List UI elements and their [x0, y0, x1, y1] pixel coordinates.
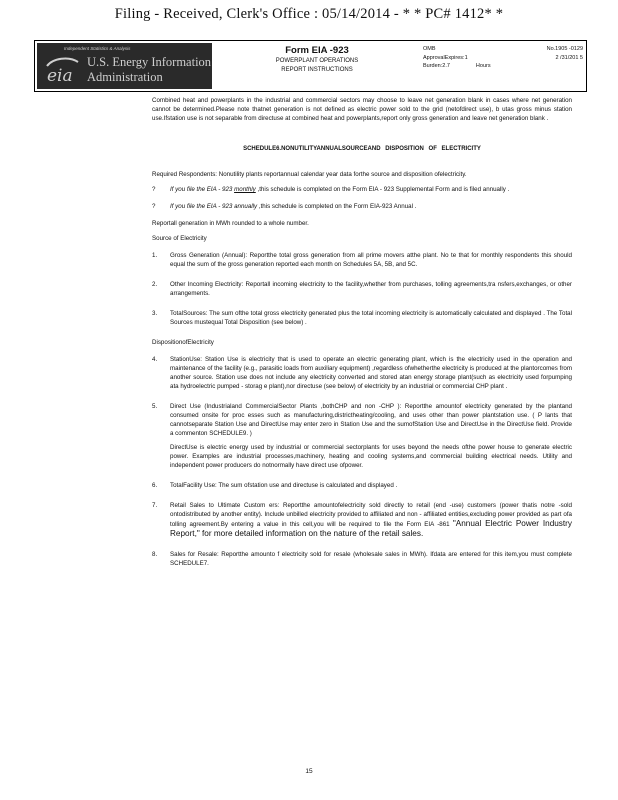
bullet-text-post: ,this schedule is completed on the Form EIA-923 Annual .	[257, 203, 417, 210]
required-respondents: Required Respondents: Nonutility plants reportannual calendar year data forthe source and disposition ofelectricity.	[152, 171, 467, 178]
approval-label: ApprovalExpires:1	[423, 54, 468, 61]
omb-label: OMB	[423, 46, 436, 52]
burden-unit: Hours	[475, 63, 491, 69]
item-sales-for-resale	[152, 550, 572, 573]
logo-tagline: Independent Statistics & Analysis	[64, 46, 131, 51]
form-header	[34, 40, 587, 92]
logo-line-2: Administration	[87, 70, 163, 84]
item-direct-use	[152, 402, 572, 475]
page-number: 15	[305, 768, 313, 775]
item-number: 3.	[152, 310, 158, 317]
schedule-title: SCHEDULE6.NONUTILITYANNUALSOURCEAND DISPOSITION OF ELECTRICITY	[243, 146, 481, 152]
omb-number: No.1905 -0129	[546, 46, 583, 52]
item-text: Retail Sales to Ultimate Custom ers: Reportthe amountofelectricity sold directly to retail (end -use) customers (power thatis notre -sold ontodistributed by another entity). Include unbilled electricity provided to affiliated and non - affiliated entities,excluding power provided as part ofa tolling agreement.By entering a value in this cell,you will be required to file the Form EIA -861 "Annual Electric Power Industry Report," for more detailed information on the nature of the retail sales.	[170, 502, 572, 538]
source-heading: Source of Electricity	[152, 235, 207, 242]
bullet-marker: ?	[152, 203, 156, 210]
form-subtitle-1: POWERPLANT OPERATIONS	[275, 58, 359, 64]
item-text-continued: DirectUse is electric energy used by industrial or commercial sectorplants for uses beyond the needs ofthe power house to generate electric power. Examples are industrial processes,machinery, heating and cooling systems,and commercial building electrical needs. Utility and independent power producers do notnormally have direct use ofpower.	[170, 444, 572, 469]
item-number: 4.	[152, 356, 158, 363]
item-number: 7.	[152, 502, 158, 509]
item-text: Gross Generation (Annual): Reportthe total gross generation from all prime movers atthe plant. No te that for monthly respondents this should equal the sum of the gross generation reported each month on Schedules 5A, 5B, and 5C.	[170, 252, 572, 268]
bullet-monthly	[152, 185, 572, 194]
item-text-large: "Annual Electric Power Industry Report," for more detailed information on the nature of the retail sales.	[170, 519, 572, 538]
svg-text:eia: eia	[47, 66, 73, 84]
bullet-marker: ?	[152, 186, 156, 193]
intro-paragraph: Combined heat and powerplants in the industrial and commercial sectors may choose to leave net generation blank in cases where net generation cannot be determined.Please note thatnet generation is not defined as electric power sold to the grid (netofdirect use), b utas gross minus station use.Ifstation use is not separable from directuse at combined heat and powerplants,report only gross generation and leave net generation blank .	[152, 97, 572, 122]
form-title-block	[247, 45, 387, 75]
omb-info	[423, 45, 583, 71]
filing-stamp: Filing - Received, Clerk's Office : 05/14/2014 - * * PC# 1412* *	[114, 6, 504, 22]
item-number: 8.	[152, 551, 158, 558]
eia-logo	[37, 43, 212, 89]
item-gross-generation	[152, 251, 572, 274]
disposition-heading: DispositionofElectricity	[152, 339, 214, 346]
item-text: Direct Use (Industrialand CommercialSector Plants ,bothCHP and non -CHP ): Reportthe amountof electricity generated by the plantand consumed onsite for proc esses such as manufacturing,districtheating/cooling, and uses other than power plantstation use. ( P lants that cannotseparate Station Use and DirectUse may enter zero in Station Use and the sumofStation Use and DirectUse in the DirectUse field. Provide a commenton SCHEDULE9. )	[170, 403, 572, 437]
item-text: StationUse: Station Use is electricity that is used to operate an electric generating plant, which is the electricity used in the operation and maintenance of the facility (e.g., parasitic loads from auxiliary equipment) ,regardless ofwhetherthe electricity is produced at the plantorcomes from another source. Station use does not include any electricity converted and stored atan energy storage plant(such as electricity used forpumping ata hydroelectric pumped - storag e plant),nor directuse (see below) of electricity by an industrial or commercial CHP plant .	[170, 356, 572, 390]
item-number: 1.	[152, 252, 158, 259]
instructions-body	[152, 96, 572, 579]
item-number: 2.	[152, 281, 158, 288]
item-total-facility-use	[152, 481, 572, 495]
item-text: TotalSources: The sum ofthe total gross electricity generated plus the total incoming electricity is automatically calculated and displayed . The Total Sources mustequal Total Disposition (see below) .	[170, 310, 572, 326]
bullet-text-pre: If you file the EIA - 923	[170, 186, 235, 193]
burden-label: Burden:2.7	[423, 63, 450, 69]
item-incoming-electricity	[152, 280, 572, 303]
form-title: Form EIA -923	[285, 45, 349, 56]
bullet-annual	[152, 202, 572, 211]
form-subtitle-2: REPORT INSTRUCTIONS	[281, 67, 353, 73]
logo-line-1: U.S. Energy Information	[87, 55, 212, 69]
bullet-text-pre: If you file the EIA - 923 annually	[170, 203, 258, 210]
bullet-frequency: monthly	[234, 186, 256, 193]
approval-date: 2 /31/201 5	[555, 54, 583, 61]
item-number: 6.	[152, 482, 158, 489]
item-text: TotalFacility Use: The sum ofstation use and directuse is calculated and displayed .	[170, 482, 398, 489]
item-retail-sales	[152, 501, 572, 544]
item-text: Sales for Resale: Reportthe amounto f electricity sold for resale (wholesale sales in MWh). Ifdata are entered for this item,you must complete SCHEDULE7.	[170, 551, 572, 567]
item-text: Other Incoming Electricity: Reportall incoming electricity to the facility,whether from purchases, tolling agreements,tra nsfers,exchanges, or other arrangements.	[170, 281, 572, 297]
eia-swoosh-icon	[43, 56, 81, 84]
bullet-text-post: ,this schedule is completed on the Form EIA - 923 Supplemental Form and is filed annually .	[255, 186, 510, 193]
item-total-sources	[152, 309, 572, 332]
report-units-note: Reportall generation in MWh rounded to a whole number.	[152, 220, 309, 227]
item-station-use	[152, 355, 572, 396]
item-number: 5.	[152, 403, 158, 410]
